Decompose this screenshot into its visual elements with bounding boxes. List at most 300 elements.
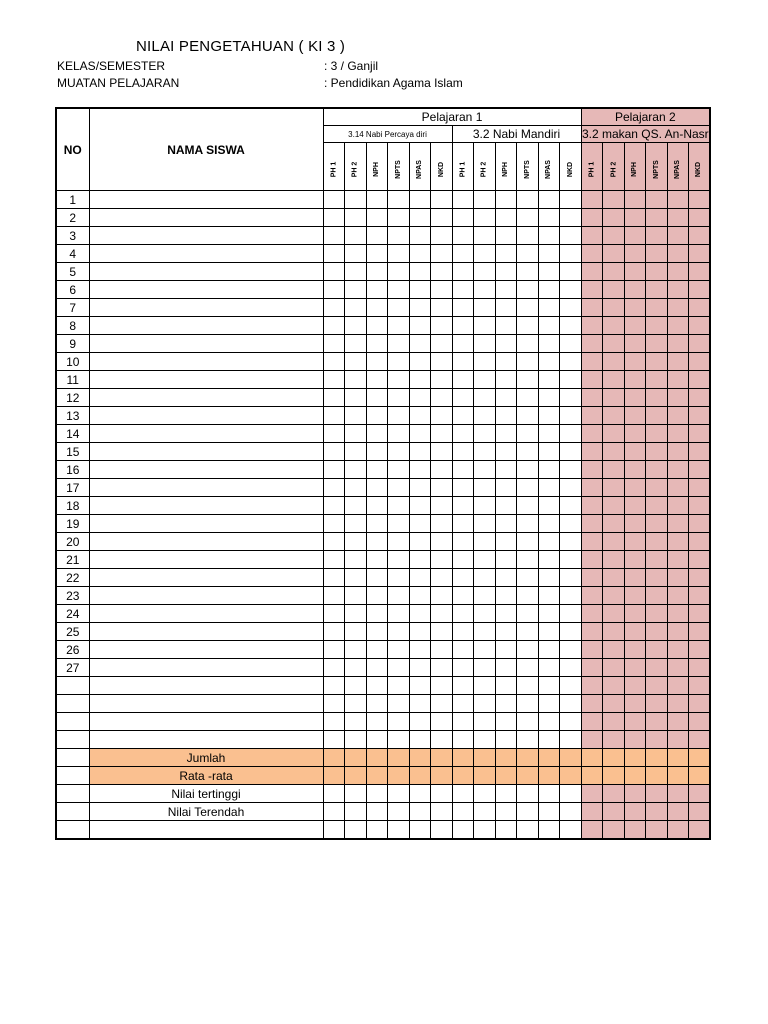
score-cell[interactable]: [474, 335, 496, 353]
score-cell[interactable]: [452, 623, 474, 641]
score-cell[interactable]: [560, 443, 582, 461]
score-cell[interactable]: [452, 803, 474, 821]
score-cell[interactable]: [517, 659, 539, 677]
score-cell[interactable]: [431, 425, 453, 443]
score-cell[interactable]: [474, 245, 496, 263]
score-cell[interactable]: [646, 461, 668, 479]
score-cell[interactable]: [581, 551, 603, 569]
score-cell[interactable]: [517, 551, 539, 569]
score-cell[interactable]: [603, 335, 625, 353]
score-cell[interactable]: [646, 677, 668, 695]
score-cell[interactable]: [323, 191, 345, 209]
score-cell[interactable]: [689, 749, 711, 767]
score-cell[interactable]: [603, 407, 625, 425]
score-cell[interactable]: [517, 623, 539, 641]
score-cell[interactable]: [495, 299, 517, 317]
score-cell[interactable]: [538, 713, 560, 731]
score-cell[interactable]: [689, 677, 711, 695]
score-cell[interactable]: [667, 641, 689, 659]
score-cell[interactable]: [646, 533, 668, 551]
score-cell[interactable]: [345, 281, 367, 299]
score-cell[interactable]: [538, 551, 560, 569]
score-cell[interactable]: [474, 389, 496, 407]
score-cell[interactable]: [581, 317, 603, 335]
score-cell[interactable]: [624, 389, 646, 407]
score-cell[interactable]: [560, 587, 582, 605]
score-cell[interactable]: [431, 389, 453, 407]
score-cell[interactable]: [624, 677, 646, 695]
score-cell[interactable]: [560, 623, 582, 641]
score-cell[interactable]: [366, 281, 388, 299]
score-cell[interactable]: [581, 515, 603, 533]
score-cell[interactable]: [431, 533, 453, 551]
score-cell[interactable]: [603, 551, 625, 569]
score-cell[interactable]: [345, 821, 367, 840]
score-cell[interactable]: [646, 767, 668, 785]
score-cell[interactable]: [560, 821, 582, 840]
score-cell[interactable]: [538, 677, 560, 695]
score-cell[interactable]: [366, 371, 388, 389]
score-cell[interactable]: [474, 515, 496, 533]
score-cell[interactable]: [538, 605, 560, 623]
score-cell[interactable]: [538, 479, 560, 497]
score-cell[interactable]: [474, 605, 496, 623]
score-cell[interactable]: [517, 425, 539, 443]
score-cell[interactable]: [388, 389, 410, 407]
score-cell[interactable]: [452, 569, 474, 587]
score-cell[interactable]: [581, 245, 603, 263]
score-cell[interactable]: [689, 587, 711, 605]
score-cell[interactable]: [495, 641, 517, 659]
score-cell[interactable]: [603, 731, 625, 749]
score-cell[interactable]: [366, 407, 388, 425]
score-cell[interactable]: [667, 263, 689, 281]
score-cell[interactable]: [323, 605, 345, 623]
score-cell[interactable]: [560, 749, 582, 767]
score-cell[interactable]: [495, 353, 517, 371]
score-cell[interactable]: [495, 425, 517, 443]
score-cell[interactable]: [538, 587, 560, 605]
score-cell[interactable]: [603, 281, 625, 299]
score-cell[interactable]: [517, 407, 539, 425]
score-cell[interactable]: [366, 533, 388, 551]
score-cell[interactable]: [603, 425, 625, 443]
score-cell[interactable]: [689, 227, 711, 245]
score-cell[interactable]: [581, 497, 603, 515]
score-cell[interactable]: [689, 533, 711, 551]
score-cell[interactable]: [560, 263, 582, 281]
score-cell[interactable]: [474, 209, 496, 227]
score-cell[interactable]: [581, 353, 603, 371]
score-cell[interactable]: [474, 497, 496, 515]
score-cell[interactable]: [495, 371, 517, 389]
score-cell[interactable]: [689, 335, 711, 353]
score-cell[interactable]: [409, 191, 431, 209]
score-cell[interactable]: [452, 713, 474, 731]
score-cell[interactable]: [388, 767, 410, 785]
student-name-cell[interactable]: [89, 299, 323, 317]
score-cell[interactable]: [474, 479, 496, 497]
score-cell[interactable]: [431, 587, 453, 605]
score-cell[interactable]: [560, 353, 582, 371]
score-cell[interactable]: [388, 461, 410, 479]
score-cell[interactable]: [646, 191, 668, 209]
score-cell[interactable]: [345, 677, 367, 695]
score-cell[interactable]: [667, 425, 689, 443]
score-cell[interactable]: [667, 407, 689, 425]
score-cell[interactable]: [517, 191, 539, 209]
score-cell[interactable]: [495, 623, 517, 641]
score-cell[interactable]: [517, 515, 539, 533]
score-cell[interactable]: [409, 785, 431, 803]
score-cell[interactable]: [323, 533, 345, 551]
score-cell[interactable]: [409, 479, 431, 497]
score-cell[interactable]: [667, 461, 689, 479]
score-cell[interactable]: [388, 605, 410, 623]
score-cell[interactable]: [345, 389, 367, 407]
score-cell[interactable]: [474, 263, 496, 281]
score-cell[interactable]: [581, 641, 603, 659]
score-cell[interactable]: [517, 605, 539, 623]
score-cell[interactable]: [452, 389, 474, 407]
score-cell[interactable]: [409, 263, 431, 281]
score-cell[interactable]: [603, 371, 625, 389]
score-cell[interactable]: [667, 299, 689, 317]
score-cell[interactable]: [388, 677, 410, 695]
score-cell[interactable]: [646, 425, 668, 443]
score-cell[interactable]: [409, 227, 431, 245]
score-cell[interactable]: [431, 659, 453, 677]
score-cell[interactable]: [603, 245, 625, 263]
score-cell[interactable]: [388, 497, 410, 515]
score-cell[interactable]: [323, 371, 345, 389]
score-cell[interactable]: [538, 191, 560, 209]
score-cell[interactable]: [323, 659, 345, 677]
score-cell[interactable]: [474, 695, 496, 713]
score-cell[interactable]: [517, 713, 539, 731]
score-cell[interactable]: [689, 767, 711, 785]
student-name-cell[interactable]: [89, 263, 323, 281]
score-cell[interactable]: [366, 227, 388, 245]
score-cell[interactable]: [495, 515, 517, 533]
student-name-cell[interactable]: [89, 497, 323, 515]
score-cell[interactable]: [431, 641, 453, 659]
score-cell[interactable]: [538, 371, 560, 389]
score-cell[interactable]: [667, 281, 689, 299]
score-cell[interactable]: [538, 317, 560, 335]
score-cell[interactable]: [689, 785, 711, 803]
score-cell[interactable]: [517, 461, 539, 479]
score-cell[interactable]: [323, 299, 345, 317]
score-cell[interactable]: [388, 731, 410, 749]
score-cell[interactable]: [560, 695, 582, 713]
score-cell[interactable]: [689, 317, 711, 335]
score-cell[interactable]: [624, 245, 646, 263]
score-cell[interactable]: [366, 245, 388, 263]
score-cell[interactable]: [560, 245, 582, 263]
score-cell[interactable]: [581, 659, 603, 677]
score-cell[interactable]: [689, 263, 711, 281]
score-cell[interactable]: [646, 335, 668, 353]
score-cell[interactable]: [517, 731, 539, 749]
score-cell[interactable]: [474, 677, 496, 695]
score-cell[interactable]: [560, 497, 582, 515]
score-cell[interactable]: [624, 731, 646, 749]
score-cell[interactable]: [538, 227, 560, 245]
score-cell[interactable]: [388, 407, 410, 425]
score-cell[interactable]: [517, 389, 539, 407]
score-cell[interactable]: [409, 353, 431, 371]
score-cell[interactable]: [452, 263, 474, 281]
score-cell[interactable]: [431, 209, 453, 227]
score-cell[interactable]: [474, 821, 496, 840]
score-cell[interactable]: [689, 461, 711, 479]
score-cell[interactable]: [667, 371, 689, 389]
score-cell[interactable]: [624, 623, 646, 641]
score-cell[interactable]: [495, 443, 517, 461]
score-cell[interactable]: [431, 677, 453, 695]
score-cell[interactable]: [495, 227, 517, 245]
score-cell[interactable]: [560, 803, 582, 821]
score-cell[interactable]: [345, 713, 367, 731]
score-cell[interactable]: [603, 821, 625, 840]
score-cell[interactable]: [560, 407, 582, 425]
score-cell[interactable]: [474, 587, 496, 605]
score-cell[interactable]: [323, 461, 345, 479]
score-cell[interactable]: [624, 605, 646, 623]
score-cell[interactable]: [689, 353, 711, 371]
student-name-cell[interactable]: [89, 407, 323, 425]
score-cell[interactable]: [366, 209, 388, 227]
score-cell[interactable]: [431, 803, 453, 821]
score-cell[interactable]: [409, 605, 431, 623]
score-cell[interactable]: [495, 245, 517, 263]
score-cell[interactable]: [689, 551, 711, 569]
student-name-cell[interactable]: [89, 371, 323, 389]
score-cell[interactable]: [624, 821, 646, 840]
score-cell[interactable]: [667, 569, 689, 587]
score-cell[interactable]: [560, 425, 582, 443]
score-cell[interactable]: [323, 677, 345, 695]
score-cell[interactable]: [323, 227, 345, 245]
score-cell[interactable]: [667, 677, 689, 695]
score-cell[interactable]: [452, 587, 474, 605]
score-cell[interactable]: [323, 767, 345, 785]
student-name-cell[interactable]: [89, 281, 323, 299]
score-cell[interactable]: [345, 749, 367, 767]
score-cell[interactable]: [388, 317, 410, 335]
score-cell[interactable]: [603, 497, 625, 515]
score-cell[interactable]: [409, 551, 431, 569]
score-cell[interactable]: [624, 263, 646, 281]
student-name-cell[interactable]: [89, 317, 323, 335]
student-name-cell[interactable]: [89, 551, 323, 569]
score-cell[interactable]: [689, 371, 711, 389]
score-cell[interactable]: [366, 569, 388, 587]
score-cell[interactable]: [538, 623, 560, 641]
score-cell[interactable]: [646, 371, 668, 389]
score-cell[interactable]: [581, 677, 603, 695]
score-cell[interactable]: [667, 623, 689, 641]
score-cell[interactable]: [603, 749, 625, 767]
score-cell[interactable]: [517, 263, 539, 281]
score-cell[interactable]: [474, 353, 496, 371]
score-cell[interactable]: [345, 659, 367, 677]
score-cell[interactable]: [474, 713, 496, 731]
score-cell[interactable]: [581, 785, 603, 803]
score-cell[interactable]: [517, 803, 539, 821]
score-cell[interactable]: [517, 317, 539, 335]
score-cell[interactable]: [560, 569, 582, 587]
score-cell[interactable]: [388, 695, 410, 713]
score-cell[interactable]: [581, 605, 603, 623]
score-cell[interactable]: [345, 407, 367, 425]
score-cell[interactable]: [345, 641, 367, 659]
score-cell[interactable]: [667, 821, 689, 840]
score-cell[interactable]: [452, 551, 474, 569]
score-cell[interactable]: [409, 281, 431, 299]
score-cell[interactable]: [603, 353, 625, 371]
score-cell[interactable]: [409, 623, 431, 641]
score-cell[interactable]: [431, 695, 453, 713]
score-cell[interactable]: [452, 281, 474, 299]
score-cell[interactable]: [560, 335, 582, 353]
score-cell[interactable]: [495, 263, 517, 281]
score-cell[interactable]: [624, 533, 646, 551]
score-cell[interactable]: [409, 569, 431, 587]
score-cell[interactable]: [431, 461, 453, 479]
score-cell[interactable]: [603, 461, 625, 479]
score-cell[interactable]: [667, 749, 689, 767]
score-cell[interactable]: [431, 569, 453, 587]
score-cell[interactable]: [474, 641, 496, 659]
score-cell[interactable]: [560, 677, 582, 695]
score-cell[interactable]: [345, 209, 367, 227]
score-cell[interactable]: [452, 605, 474, 623]
score-cell[interactable]: [323, 587, 345, 605]
score-cell[interactable]: [323, 821, 345, 840]
score-cell[interactable]: [366, 785, 388, 803]
score-cell[interactable]: [388, 569, 410, 587]
score-cell[interactable]: [452, 659, 474, 677]
score-cell[interactable]: [646, 695, 668, 713]
score-cell[interactable]: [560, 209, 582, 227]
score-cell[interactable]: [366, 623, 388, 641]
score-cell[interactable]: [581, 821, 603, 840]
score-cell[interactable]: [431, 767, 453, 785]
score-cell[interactable]: [624, 785, 646, 803]
score-cell[interactable]: [689, 623, 711, 641]
score-cell[interactable]: [474, 371, 496, 389]
score-cell[interactable]: [538, 785, 560, 803]
student-name-cell[interactable]: [89, 515, 323, 533]
score-cell[interactable]: [603, 677, 625, 695]
score-cell[interactable]: [624, 641, 646, 659]
score-cell[interactable]: [366, 731, 388, 749]
score-cell[interactable]: [538, 803, 560, 821]
score-cell[interactable]: [366, 353, 388, 371]
score-cell[interactable]: [689, 515, 711, 533]
score-cell[interactable]: [388, 353, 410, 371]
score-cell[interactable]: [517, 335, 539, 353]
score-cell[interactable]: [323, 407, 345, 425]
score-cell[interactable]: [366, 605, 388, 623]
score-cell[interactable]: [603, 641, 625, 659]
score-cell[interactable]: [667, 803, 689, 821]
score-cell[interactable]: [667, 227, 689, 245]
score-cell[interactable]: [624, 335, 646, 353]
score-cell[interactable]: [538, 659, 560, 677]
score-cell[interactable]: [581, 533, 603, 551]
score-cell[interactable]: [409, 659, 431, 677]
score-cell[interactable]: [495, 659, 517, 677]
score-cell[interactable]: [452, 785, 474, 803]
score-cell[interactable]: [538, 569, 560, 587]
score-cell[interactable]: [409, 407, 431, 425]
score-cell[interactable]: [581, 209, 603, 227]
score-cell[interactable]: [517, 641, 539, 659]
score-cell[interactable]: [345, 551, 367, 569]
score-cell[interactable]: [495, 767, 517, 785]
score-cell[interactable]: [689, 209, 711, 227]
score-cell[interactable]: [452, 443, 474, 461]
score-cell[interactable]: [667, 389, 689, 407]
score-cell[interactable]: [581, 389, 603, 407]
score-cell[interactable]: [646, 497, 668, 515]
score-cell[interactable]: [452, 191, 474, 209]
score-cell[interactable]: [581, 695, 603, 713]
score-cell[interactable]: [388, 371, 410, 389]
score-cell[interactable]: [366, 425, 388, 443]
score-cell[interactable]: [667, 335, 689, 353]
score-cell[interactable]: [409, 749, 431, 767]
score-cell[interactable]: [495, 407, 517, 425]
score-cell[interactable]: [474, 317, 496, 335]
score-cell[interactable]: [323, 335, 345, 353]
score-cell[interactable]: [624, 227, 646, 245]
score-cell[interactable]: [624, 515, 646, 533]
score-cell[interactable]: [667, 767, 689, 785]
score-cell[interactable]: [646, 785, 668, 803]
score-cell[interactable]: [323, 713, 345, 731]
score-cell[interactable]: [646, 263, 668, 281]
score-cell[interactable]: [603, 443, 625, 461]
score-cell[interactable]: [495, 281, 517, 299]
score-cell[interactable]: [646, 281, 668, 299]
score-cell[interactable]: [323, 641, 345, 659]
score-cell[interactable]: [581, 749, 603, 767]
score-cell[interactable]: [388, 191, 410, 209]
score-cell[interactable]: [474, 281, 496, 299]
score-cell[interactable]: [345, 803, 367, 821]
score-cell[interactable]: [431, 317, 453, 335]
score-cell[interactable]: [538, 461, 560, 479]
score-cell[interactable]: [452, 299, 474, 317]
score-cell[interactable]: [581, 371, 603, 389]
score-cell[interactable]: [517, 677, 539, 695]
student-name-cell[interactable]: [89, 245, 323, 263]
score-cell[interactable]: [495, 695, 517, 713]
score-cell[interactable]: [409, 317, 431, 335]
score-cell[interactable]: [366, 695, 388, 713]
score-cell[interactable]: [667, 317, 689, 335]
score-cell[interactable]: [366, 479, 388, 497]
score-cell[interactable]: [624, 767, 646, 785]
score-cell[interactable]: [409, 515, 431, 533]
score-cell[interactable]: [366, 461, 388, 479]
score-cell[interactable]: [366, 443, 388, 461]
score-cell[interactable]: [452, 515, 474, 533]
